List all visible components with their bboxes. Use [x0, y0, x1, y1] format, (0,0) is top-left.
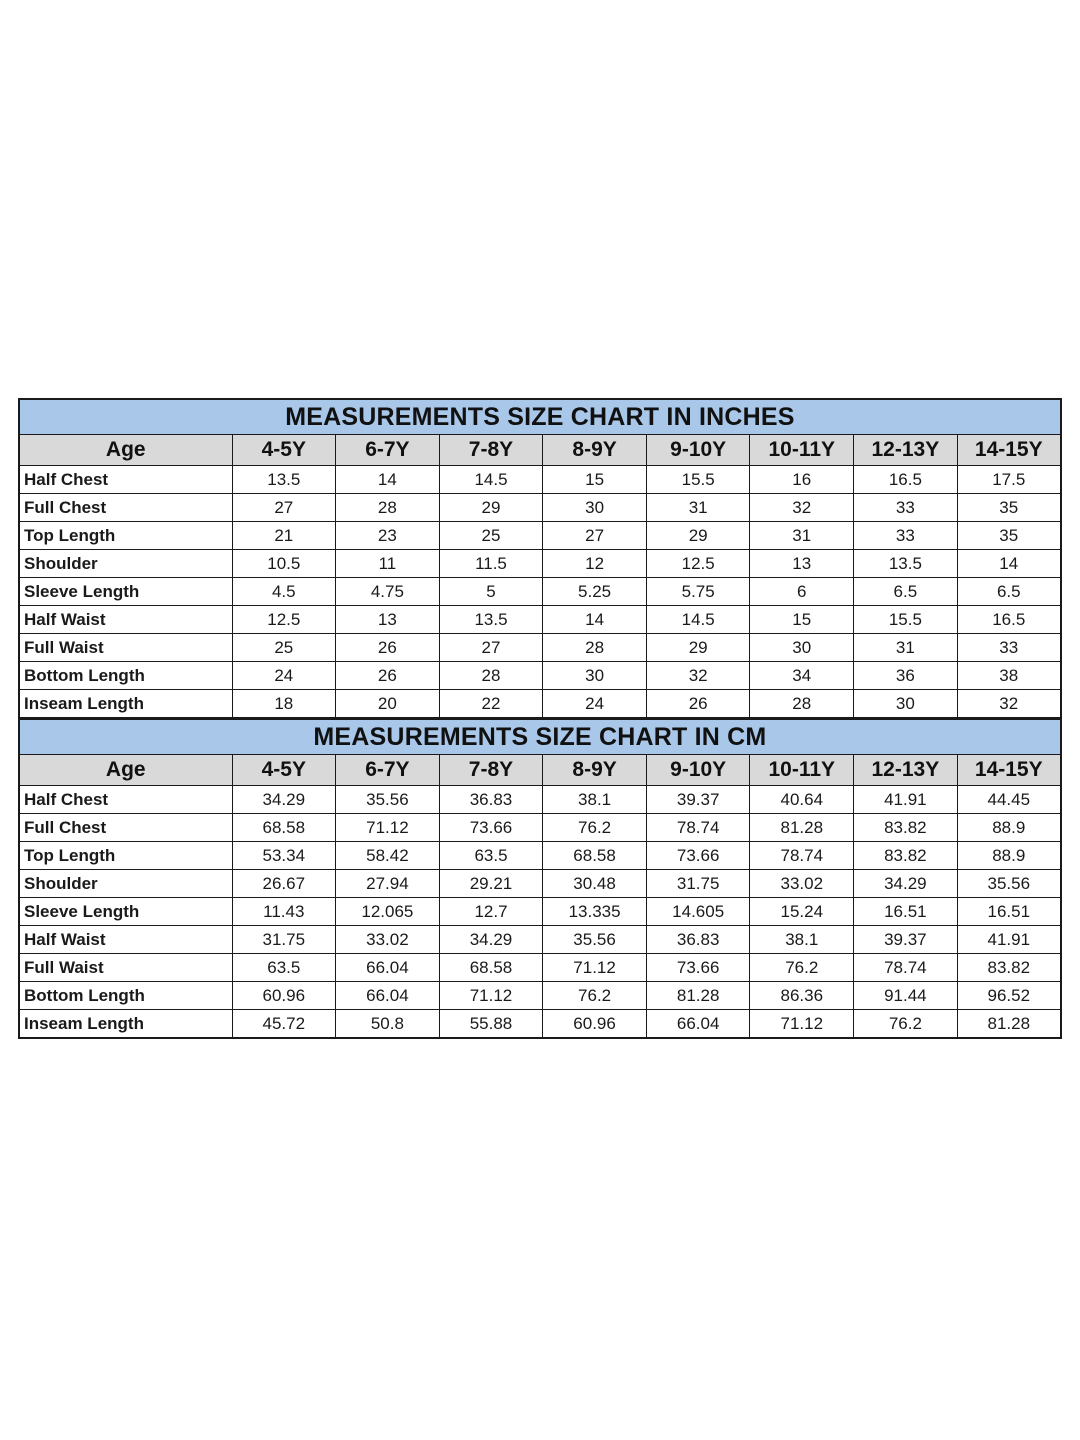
table-cell: 35.56 — [336, 786, 440, 814]
inches-header-size: 9-10Y — [646, 435, 750, 466]
table-cell: 66.04 — [646, 1010, 750, 1039]
table-cell: 12 — [543, 550, 647, 578]
table-cell: 29 — [439, 494, 543, 522]
row-label: Inseam Length — [19, 690, 232, 719]
cm-header-row — [19, 755, 1061, 786]
table-cell: 34 — [750, 662, 854, 690]
row-label: Full Waist — [19, 634, 232, 662]
table-cell: 20 — [336, 690, 440, 719]
table-cell: 73.66 — [646, 954, 750, 982]
table-cell: 73.66 — [439, 814, 543, 842]
table-cell: 76.2 — [854, 1010, 958, 1039]
table-row — [19, 662, 1061, 690]
table-cell: 41.91 — [854, 786, 958, 814]
table-cell: 33.02 — [750, 870, 854, 898]
table-cell: 38.1 — [750, 926, 854, 954]
table-cell: 66.04 — [336, 954, 440, 982]
table-cell: 5.25 — [543, 578, 647, 606]
table-cell: 38.1 — [543, 786, 647, 814]
table-cell: 5.75 — [646, 578, 750, 606]
cm-header-size: 10-11Y — [750, 755, 854, 786]
table-cell: 13.5 — [439, 606, 543, 634]
table-cell: 26.67 — [232, 870, 336, 898]
inches-header-size: 8-9Y — [543, 435, 647, 466]
table-cell: 13 — [336, 606, 440, 634]
table-cell: 12.7 — [439, 898, 543, 926]
table-cell: 35.56 — [957, 870, 1061, 898]
table-row — [19, 842, 1061, 870]
table-cell: 81.28 — [957, 1010, 1061, 1039]
table-cell: 25 — [232, 634, 336, 662]
table-cell: 22 — [439, 690, 543, 719]
table-cell: 36.83 — [439, 786, 543, 814]
cm-header-size: 12-13Y — [854, 755, 958, 786]
table-cell: 30 — [750, 634, 854, 662]
table-cell: 14 — [957, 550, 1061, 578]
table-cell: 39.37 — [854, 926, 958, 954]
table-cell: 13.335 — [543, 898, 647, 926]
table-cell: 32 — [646, 662, 750, 690]
table-cell: 34.29 — [854, 870, 958, 898]
table-cell: 35 — [957, 494, 1061, 522]
table-cell: 33 — [854, 522, 958, 550]
table-row — [19, 786, 1061, 814]
table-cell: 15.24 — [750, 898, 854, 926]
table-cell: 66.04 — [336, 982, 440, 1010]
table-cell: 28 — [543, 634, 647, 662]
table-cell: 55.88 — [439, 1010, 543, 1039]
table-cell: 12.5 — [232, 606, 336, 634]
table-cell: 68.58 — [232, 814, 336, 842]
table-cell: 40.64 — [750, 786, 854, 814]
table-cell: 76.2 — [750, 954, 854, 982]
cm-table-title: MEASUREMENTS SIZE CHART IN CM — [19, 720, 1061, 755]
row-label: Bottom Length — [19, 662, 232, 690]
table-cell: 81.28 — [750, 814, 854, 842]
cm-title-row — [19, 720, 1061, 755]
table-cell: 81.28 — [646, 982, 750, 1010]
table-cell: 83.82 — [854, 814, 958, 842]
table-row — [19, 898, 1061, 926]
row-label: Top Length — [19, 842, 232, 870]
table-cell: 33 — [957, 634, 1061, 662]
table-row — [19, 466, 1061, 494]
table-cell: 23 — [336, 522, 440, 550]
table-cell: 36.83 — [646, 926, 750, 954]
table-cell: 30 — [854, 690, 958, 719]
inches-table-title: MEASUREMENTS SIZE CHART IN INCHES — [19, 399, 1061, 435]
table-cell: 32 — [957, 690, 1061, 719]
table-row — [19, 982, 1061, 1010]
table-cell: 12.065 — [336, 898, 440, 926]
table-cell: 35.56 — [543, 926, 647, 954]
table-cell: 32 — [750, 494, 854, 522]
table-cell: 71.12 — [439, 982, 543, 1010]
table-row — [19, 494, 1061, 522]
table-row — [19, 606, 1061, 634]
row-label: Shoulder — [19, 550, 232, 578]
size-chart — [18, 398, 1060, 1039]
table-cell: 31.75 — [232, 926, 336, 954]
table-row — [19, 690, 1061, 719]
inches-header-size: 6-7Y — [336, 435, 440, 466]
table-cell: 13 — [750, 550, 854, 578]
table-cell: 14.5 — [439, 466, 543, 494]
table-cell: 29 — [646, 634, 750, 662]
table-cell: 33.02 — [336, 926, 440, 954]
table-cell: 28 — [750, 690, 854, 719]
inches-header-size: 12-13Y — [854, 435, 958, 466]
cm-header-age: Age — [19, 755, 232, 786]
table-cell: 16.5 — [854, 466, 958, 494]
table-cell: 35 — [957, 522, 1061, 550]
table-cell: 26 — [336, 662, 440, 690]
table-cell: 96.52 — [957, 982, 1061, 1010]
row-label: Bottom Length — [19, 982, 232, 1010]
table-row — [19, 814, 1061, 842]
table-cell: 13.5 — [232, 466, 336, 494]
table-cell: 11.5 — [439, 550, 543, 578]
table-cell: 25 — [439, 522, 543, 550]
table-cell: 78.74 — [750, 842, 854, 870]
table-cell: 29.21 — [439, 870, 543, 898]
table-cell: 24 — [543, 690, 647, 719]
table-cell: 24 — [232, 662, 336, 690]
table-cell: 71.12 — [543, 954, 647, 982]
table-row — [19, 870, 1061, 898]
table-cell: 71.12 — [336, 814, 440, 842]
table-cell: 10.5 — [232, 550, 336, 578]
table-row — [19, 926, 1061, 954]
table-cell: 50.8 — [336, 1010, 440, 1039]
row-label: Half Chest — [19, 466, 232, 494]
table-row — [19, 954, 1061, 982]
table-cell: 34.29 — [232, 786, 336, 814]
table-cell: 68.58 — [543, 842, 647, 870]
inches-title-row — [19, 399, 1061, 435]
cm-header-size: 4-5Y — [232, 755, 336, 786]
table-cell: 38 — [957, 662, 1061, 690]
table-cell: 33 — [854, 494, 958, 522]
table-cell: 58.42 — [336, 842, 440, 870]
cm-header-size: 8-9Y — [543, 755, 647, 786]
table-cell: 34.29 — [439, 926, 543, 954]
table-cell: 36 — [854, 662, 958, 690]
table-cell: 6.5 — [957, 578, 1061, 606]
table-row — [19, 634, 1061, 662]
table-cell: 88.9 — [957, 814, 1061, 842]
table-cell: 53.34 — [232, 842, 336, 870]
table-cell: 91.44 — [854, 982, 958, 1010]
table-cell: 5 — [439, 578, 543, 606]
table-cell: 4.75 — [336, 578, 440, 606]
table-cell: 15.5 — [854, 606, 958, 634]
row-label: Half Waist — [19, 926, 232, 954]
table-row — [19, 550, 1061, 578]
table-cell: 27 — [439, 634, 543, 662]
table-cell: 15 — [543, 466, 647, 494]
row-label: Shoulder — [19, 870, 232, 898]
table-cell: 21 — [232, 522, 336, 550]
table-cell: 16 — [750, 466, 854, 494]
table-cell: 30 — [543, 494, 647, 522]
table-cell: 78.74 — [854, 954, 958, 982]
cm-size-table — [18, 719, 1062, 1039]
inches-header-size: 14-15Y — [957, 435, 1061, 466]
inches-table-body — [19, 466, 1061, 719]
cm-table-body — [19, 786, 1061, 1039]
table-cell: 13.5 — [854, 550, 958, 578]
table-cell: 14 — [336, 466, 440, 494]
inches-header-age: Age — [19, 435, 232, 466]
inches-size-table — [18, 398, 1062, 719]
table-cell: 73.66 — [646, 842, 750, 870]
cm-header-size: 6-7Y — [336, 755, 440, 786]
table-cell: 27.94 — [336, 870, 440, 898]
table-cell: 16.51 — [854, 898, 958, 926]
table-cell: 11 — [336, 550, 440, 578]
inches-header-row — [19, 435, 1061, 466]
inches-header-size: 7-8Y — [439, 435, 543, 466]
table-cell: 6 — [750, 578, 854, 606]
cm-header-size: 9-10Y — [646, 755, 750, 786]
table-row — [19, 522, 1061, 550]
table-cell: 45.72 — [232, 1010, 336, 1039]
inches-header-size: 4-5Y — [232, 435, 336, 466]
table-cell: 28 — [336, 494, 440, 522]
table-cell: 11.43 — [232, 898, 336, 926]
table-cell: 76.2 — [543, 982, 647, 1010]
table-cell: 88.9 — [957, 842, 1061, 870]
table-cell: 60.96 — [543, 1010, 647, 1039]
table-row — [19, 578, 1061, 606]
row-label: Full Waist — [19, 954, 232, 982]
table-cell: 83.82 — [957, 954, 1061, 982]
table-cell: 27 — [543, 522, 647, 550]
row-label: Full Chest — [19, 814, 232, 842]
table-cell: 31.75 — [646, 870, 750, 898]
row-label: Sleeve Length — [19, 578, 232, 606]
table-cell: 27 — [232, 494, 336, 522]
table-cell: 26 — [646, 690, 750, 719]
table-cell: 39.37 — [646, 786, 750, 814]
table-cell: 14 — [543, 606, 647, 634]
table-cell: 16.5 — [957, 606, 1061, 634]
table-cell: 83.82 — [854, 842, 958, 870]
table-cell: 60.96 — [232, 982, 336, 1010]
table-row — [19, 1010, 1061, 1039]
table-cell: 30.48 — [543, 870, 647, 898]
table-cell: 18 — [232, 690, 336, 719]
inches-header-size: 10-11Y — [750, 435, 854, 466]
table-cell: 78.74 — [646, 814, 750, 842]
row-label: Full Chest — [19, 494, 232, 522]
row-label: Half Waist — [19, 606, 232, 634]
table-cell: 6.5 — [854, 578, 958, 606]
table-cell: 17.5 — [957, 466, 1061, 494]
cm-header-size: 7-8Y — [439, 755, 543, 786]
table-cell: 30 — [543, 662, 647, 690]
table-cell: 16.51 — [957, 898, 1061, 926]
table-cell: 28 — [439, 662, 543, 690]
table-cell: 76.2 — [543, 814, 647, 842]
table-cell: 29 — [646, 522, 750, 550]
row-label: Sleeve Length — [19, 898, 232, 926]
row-label: Half Chest — [19, 786, 232, 814]
table-cell: 63.5 — [232, 954, 336, 982]
row-label: Inseam Length — [19, 1010, 232, 1039]
table-cell: 12.5 — [646, 550, 750, 578]
table-cell: 31 — [854, 634, 958, 662]
table-cell: 63.5 — [439, 842, 543, 870]
table-cell: 31 — [750, 522, 854, 550]
table-cell: 4.5 — [232, 578, 336, 606]
table-cell: 41.91 — [957, 926, 1061, 954]
table-cell: 26 — [336, 634, 440, 662]
table-cell: 71.12 — [750, 1010, 854, 1039]
table-cell: 44.45 — [957, 786, 1061, 814]
table-cell: 68.58 — [439, 954, 543, 982]
table-cell: 14.5 — [646, 606, 750, 634]
table-cell: 31 — [646, 494, 750, 522]
table-cell: 15 — [750, 606, 854, 634]
cm-header-size: 14-15Y — [957, 755, 1061, 786]
table-cell: 14.605 — [646, 898, 750, 926]
row-label: Top Length — [19, 522, 232, 550]
table-cell: 86.36 — [750, 982, 854, 1010]
table-cell: 15.5 — [646, 466, 750, 494]
